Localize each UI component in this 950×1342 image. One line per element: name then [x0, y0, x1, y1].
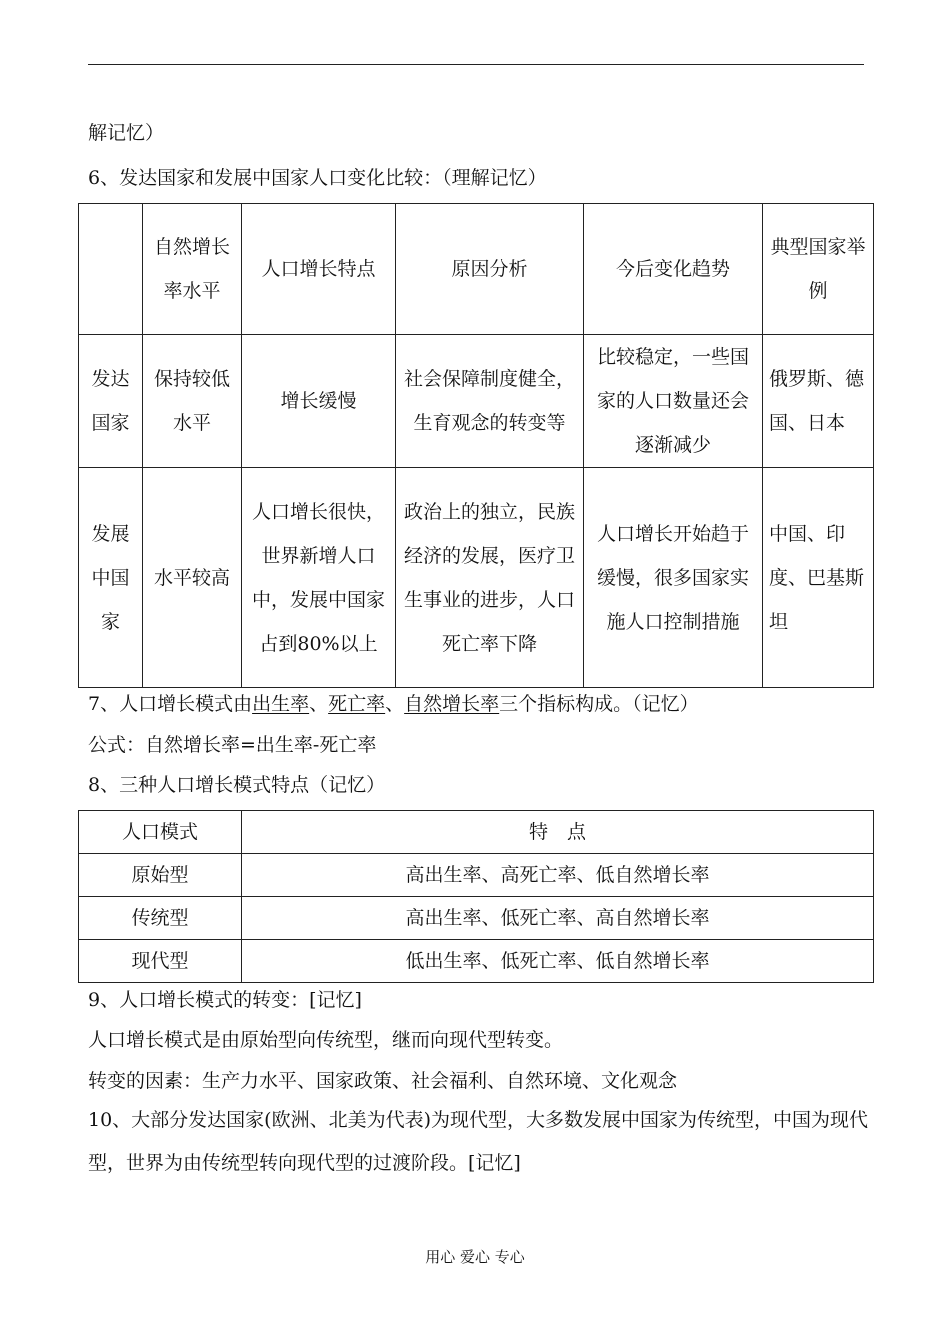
section7-prefix: 7、人口增长模式由 [88, 693, 253, 715]
feature-cell: 人口增长很快，世界新增人口中，发展中国家占到80%以上 [242, 468, 396, 688]
examples-cell: 中国、印度、巴基斯坦 [763, 468, 874, 688]
header-cell: 特 点 [242, 811, 874, 854]
formula-line: 公式：自然增长率=出生率-死亡率 [88, 734, 377, 756]
header-cell [79, 204, 143, 335]
separator: 、 [309, 693, 329, 715]
table-header-row [79, 811, 874, 854]
mode-feature-cell: 高出生率、低死亡率、高自然增长率 [242, 897, 874, 940]
mode-cell: 原始型 [79, 854, 242, 897]
intro-line: 解记忆） [88, 122, 165, 144]
header-cell: 人口模式 [79, 811, 242, 854]
term-natural-growth-rate: 自然增长率 [404, 693, 500, 715]
feature-cell: 增长缓慢 [242, 335, 396, 468]
header-cell: 人口增长特点 [242, 204, 396, 335]
mode-cell: 现代型 [79, 940, 242, 983]
rate-cell: 水平较高 [143, 468, 242, 688]
table-header-row [79, 204, 874, 335]
section10-paragraph: 10、大部分发达国家(欧洲、北美为代表)为现代型，大多数发展中国家为传统型，中国为现代型，世界为由传统型转向现代型的过渡阶段。[记忆] [88, 1109, 869, 1174]
rate-cell: 保持较低水平 [143, 335, 242, 468]
mode-feature-cell: 高出生率、高死亡率、低自然增长率 [242, 854, 874, 897]
comparison-table [78, 203, 874, 688]
table-row [79, 468, 874, 688]
separator: 、 [385, 693, 405, 715]
term-death-rate: 死亡率 [328, 693, 386, 715]
country-type-cell: 发达国家 [79, 335, 143, 468]
trend-cell: 人口增长开始趋于缓慢，很多国家实施人口控制措施 [584, 468, 763, 688]
section9-heading: 9、人口增长模式的转变：[记忆] [88, 989, 362, 1011]
table-row [79, 940, 874, 983]
mode-feature-cell: 低出生率、低死亡率、低自然增长率 [242, 940, 874, 983]
term-birth-rate: 出生率 [252, 693, 310, 715]
section6-heading: 6、发达国家和发展中国家人口变化比较：（理解记忆） [88, 167, 547, 189]
header-cell: 原因分析 [396, 204, 584, 335]
header-cell: 自然增长率水平 [143, 204, 242, 335]
page-footer: 用心 爱心 专心 [425, 1248, 525, 1266]
reason-cell: 社会保障制度健全，生育观念的转变等 [396, 335, 584, 468]
reason-cell: 政治上的独立，民族经济的发展，医疗卫生事业的进步，人口死亡率下降 [396, 468, 584, 688]
country-type-cell: 发展中国家 [79, 468, 143, 688]
header-cell: 今后变化趋势 [584, 204, 763, 335]
trend-cell: 比较稳定，一些国家的人口数量还会逐渐减少 [584, 335, 763, 468]
mode-cell: 传统型 [79, 897, 242, 940]
section8-heading: 8、三种人口增长模式特点（记忆） [88, 774, 386, 796]
header-rule [88, 64, 864, 65]
table-row [79, 854, 874, 897]
examples-cell: 俄罗斯、德国、日本 [763, 335, 874, 468]
table-row [79, 335, 874, 468]
growth-mode-table [78, 810, 874, 983]
section9-line2: 转变的因素：生产力水平、国家政策、社会福利、自然环境、文化观念 [88, 1070, 678, 1092]
section7-line [88, 692, 699, 716]
header-cell: 典型国家举例 [763, 204, 874, 335]
section7-suffix: 三个指标构成。（记忆） [499, 693, 699, 715]
table-row [79, 897, 874, 940]
section9-line1: 人口增长模式是由原始型向传统型，继而向现代型转变。 [88, 1029, 564, 1051]
